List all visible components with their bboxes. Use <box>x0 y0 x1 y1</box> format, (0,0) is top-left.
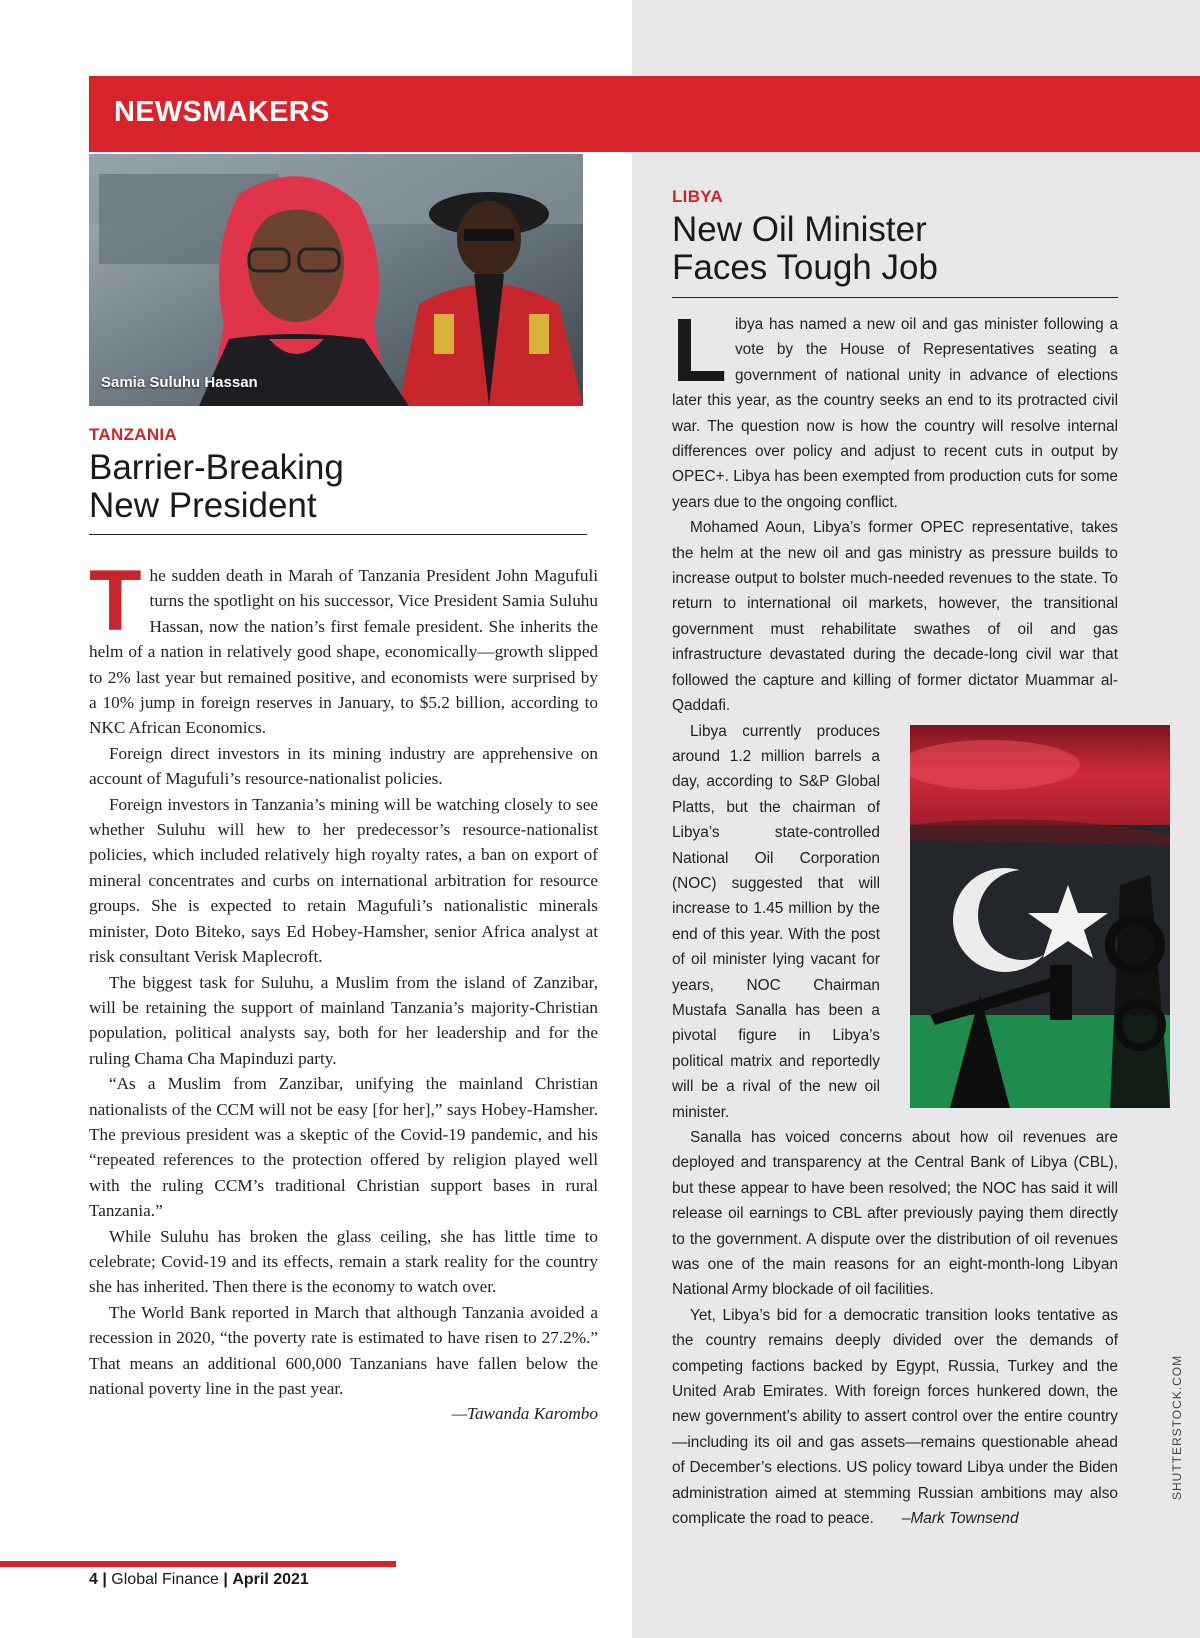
section-banner <box>89 76 1200 152</box>
tanzania-article-body <box>89 553 598 1427</box>
publication-name: Global Finance <box>111 1571 219 1588</box>
footer-accent-bar <box>0 1561 396 1567</box>
photo-caption: Samia Suluhu Hassan <box>101 374 258 391</box>
tanzania-paragraph-6: While Suluhu has broken the glass ceiling, she has little time to celebrate; Covid-19 and its effects, remain a stark reality for the country she has inherited. Then there is the economy to watch over. <box>89 1226 598 1297</box>
libya-paragraph-2: Mohamed Aoun, Libya’s former OPEC representative, takes the helm at the new oil and gas ministry as pressure builds to increase output to bolster much-needed revenues to the state. To return to international oil markets, however, the transitional government must rehabilitate swathes of oil and gas infrastructure devastated during the decade-long civil war that followed the capture and killing of former dictator Muammar al-Qaddafi. <box>672 519 1118 715</box>
page-footer <box>89 1571 309 1589</box>
tanzania-headline-line-1: Barrier-Breaking <box>89 448 344 487</box>
footer-separator-1: | <box>102 1571 107 1588</box>
libya-paragraph-5 <box>672 1303 1118 1532</box>
tanzania-headline-line-2: New President <box>89 486 317 525</box>
tanzania-paragraph-1-text: he sudden death in Marah of Tanzania President John Magufuli turns the spotlight on his successor, Vice President Samia Suluhu Hassan, now the nation’s first female president. She inherits the helm of a nation in relatively good shape, economically—growth slipped to 2% last year but remained positive, and economists were surprised by a 10% jump in foreign reserves in January, to $5.2 billion, according to NKC African Economics. <box>89 566 598 738</box>
issue-date: April 2021 <box>232 1571 309 1588</box>
libya-rule <box>672 297 1118 298</box>
libya-paragraph-4: Sanalla has voiced concerns about how oil revenues are deployed and transparency at the Central Bank of Libya (CBL), but these appear to have been resolved; the NOC has said it will release oil earnings to CBL after previously paying them directly to the government. A dispute over the distribution of oil revenues was one of the main reasons for an eight-month-long Libyan National Army blockade of oil facilities. <box>672 1129 1118 1299</box>
libya-byline: –Mark Townsend <box>901 1510 1019 1528</box>
libya-headline <box>672 211 938 287</box>
libya-paragraph-3: Libya currently produces around 1.2 million barrels a day, according to S&P Global Platts, but the chairman of Libya’s state-controlled National Oil Corporation (NOC) suggested that will increase to 1.45 million by the end of this year. With the post of oil minister lying vacant for years, NOC Chairman Mustafa Sanalla has been a pivotal figure in Libya’s political matrix and reportedly will be a rival of the new oil minister. <box>672 722 880 1121</box>
libya-paragraph-1-text: ibya has named a new oil and gas minister following a vote by the House of Representatives seating a government of national unity in advance of elections later this year, as the country seeks an end to its protracted civil war. The question now is how the country will resolve internal differences over policy and adjust to recent cuts in output by OPEC+. Libya has been exempted from production cuts for some years due to the ongoing conflict. <box>672 316 1118 511</box>
libya-flag-image <box>910 725 1170 1108</box>
page-number: 4 <box>89 1571 98 1588</box>
tanzania-paragraph-5: “As a Muslim from Zanzibar, unifying the mainland Christian nationalists of the CCM will not be easy [for her],” says Hobey-Hamsher. The previous president was a skeptic of the Covid-19 pandemic, and his “repeated references to the protection offered by religion played well with the ruling CCM’s traditional Christian support bases in rural Tanzania.” <box>89 1074 598 1221</box>
libya-dropcap: L <box>672 301 727 401</box>
libya-flag-illustration <box>910 725 1170 1108</box>
libya-headline-line-2: Faces Tough Job <box>672 248 938 287</box>
libya-headline-line-1: New Oil Minister <box>672 210 927 249</box>
tanzania-byline: —Tawanda Karombo <box>451 1404 598 1424</box>
tanzania-paragraph-7: The World Bank reported in March that although Tanzania avoided a recession in 2020, “the poverty rate is estimated to have risen to 27.2%.” That means an additional 600,000 Tanzanians have fallen below the national poverty line in the past year. <box>89 1302 598 1398</box>
tanzania-paragraph-2: Foreign direct investors in its mining industry are apprehensive on account of Magufuli’s resource-nationalist policies. <box>89 743 598 789</box>
photo-credit: SHUTTERSTOCK.COM <box>1170 1354 1184 1500</box>
footer-separator-2: | <box>223 1571 228 1588</box>
president-photo <box>89 154 583 406</box>
tanzania-kicker: TANZANIA <box>89 425 178 444</box>
libya-paragraph-5-text: Yet, Libya’s bid for a democratic transition looks tentative as the country remains deeply divided over the demands of competing factions backed by Egypt, Russia, Turkey and the United Arab Emirates. With foreign forces hunkered down, the new government’s ability to assert control over the entire country—including its oil and gas assets—remains questionable ahead of December’s elections. US policy toward Libya under the Biden administration aimed at stemming Russian ambitions may also complicate the road to peace. <box>672 1306 1118 1528</box>
section-title: NEWSMAKERS <box>114 96 330 128</box>
libya-article-body <box>672 301 1118 1532</box>
president-photo-illustration <box>89 154 583 406</box>
libya-paragraph-1 <box>672 301 1118 515</box>
tanzania-paragraph-4: The biggest task for Suluhu, a Muslim from the island of Zanzibar, will be retaining the support of mainland Tanzania’s majority-Christian population, political analysts say, both for her leadership and for the ruling Chama Cha Mapinduzi party. <box>89 972 598 1068</box>
libya-kicker: LIBYA <box>672 187 723 206</box>
tanzania-paragraph-1 <box>89 553 598 741</box>
tanzania-dropcap: T <box>89 553 142 649</box>
tanzania-rule <box>89 534 587 535</box>
tanzania-headline <box>89 449 344 525</box>
tanzania-paragraph-3: Foreign investors in Tanzania’s mining will be watching closely to see whether Suluhu will hew to her predecessor’s resource-nationalist policies, which included relatively high royalty rates, a ban on export of mineral concentrates and curbs on international arbitration for resource groups. She is expected to retain Magufuli’s nationalistic minerals minister, Doto Biteko, says Ed Hobey-Hamsher, senior Africa analyst at risk consultant Verisk Maplecroft. <box>89 794 598 967</box>
